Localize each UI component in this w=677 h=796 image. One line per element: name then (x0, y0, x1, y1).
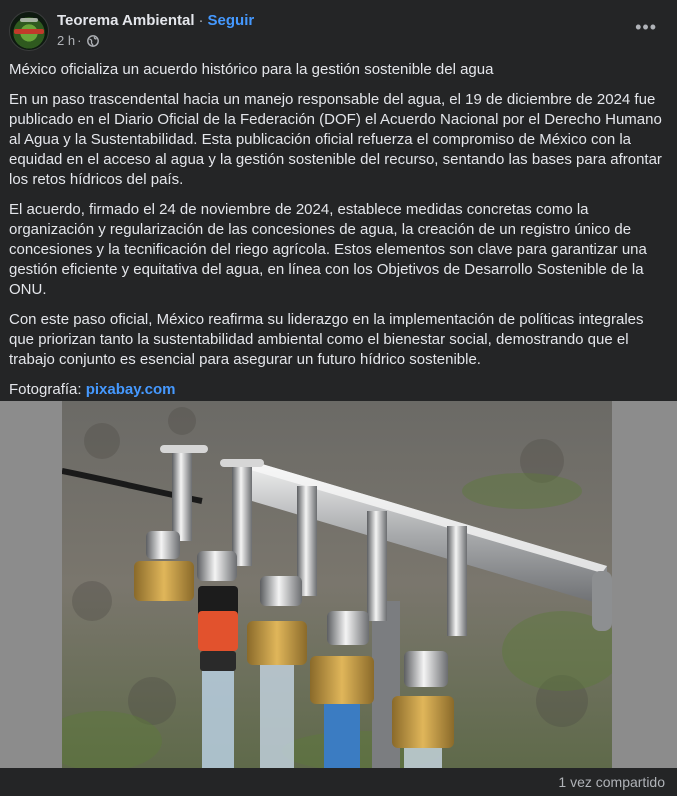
photo-credit (9, 380, 664, 400)
post-header (0, 0, 677, 58)
follow-button[interactable]: Seguir (207, 12, 255, 29)
post-paragraph-2: El acuerdo, firmado el 24 de noviembre de 2024, establece medidas concretas como la organización y regularización de las concesiones de agua, la creación de un registro único de concesiones y la tecnificación del riego agrícola. Estos elementos son clave para garantizar una gestión eficiente y equitativa del agua, en línea con los Objetivos de Desarrollo Sostenible de la ONU. (9, 201, 647, 298)
post-paragraph-1: En un paso trascendental hacia un manejo responsable del agua, el 19 de diciembre de 2024 fue publicado en el Diario Oficial de la Federación (DOF) el Acuerdo Nacional por el Derecho Humano al Agua y la Sustentabilidad. Esta publicación oficial refuerza el compromiso de México con la equidad en el acceso al agua y la gestión sostenible del recurso, sentando las bases para afrontar los retos hídricos del país. (9, 91, 662, 188)
avatar[interactable] (9, 11, 49, 51)
author-line (57, 12, 254, 30)
separator-dot: · (198, 12, 204, 29)
post-time[interactable]: 2 h (57, 33, 76, 48)
post-body (9, 60, 664, 410)
post-image[interactable] (0, 401, 677, 768)
more-options-icon[interactable]: ••• (635, 17, 657, 37)
photo-credit-label: Fotografía: (9, 381, 82, 398)
globe-icon[interactable] (87, 35, 99, 47)
photo-credit-link[interactable]: pixabay.com (85, 381, 176, 398)
author-name[interactable]: Teorema Ambiental (57, 12, 195, 29)
post-meta (57, 33, 99, 49)
time-separator: · (77, 33, 82, 48)
post-footer (0, 768, 677, 796)
post-title: México oficializa un acuerdo histórico para la gestión sostenible del agua (9, 61, 494, 78)
water-taps-photo (62, 401, 612, 768)
share-count[interactable]: 1 vez compartido (558, 774, 665, 790)
post-paragraph-3: Con este paso oficial, México reafirma su liderazgo en la implementación de políticas integrales que priorizan tanto la sustentabilidad ambiental como el bienestar social, demostrando que el trabajo conjunto es esencial para asegurar un futuro hídrico sostenible. (9, 311, 644, 368)
